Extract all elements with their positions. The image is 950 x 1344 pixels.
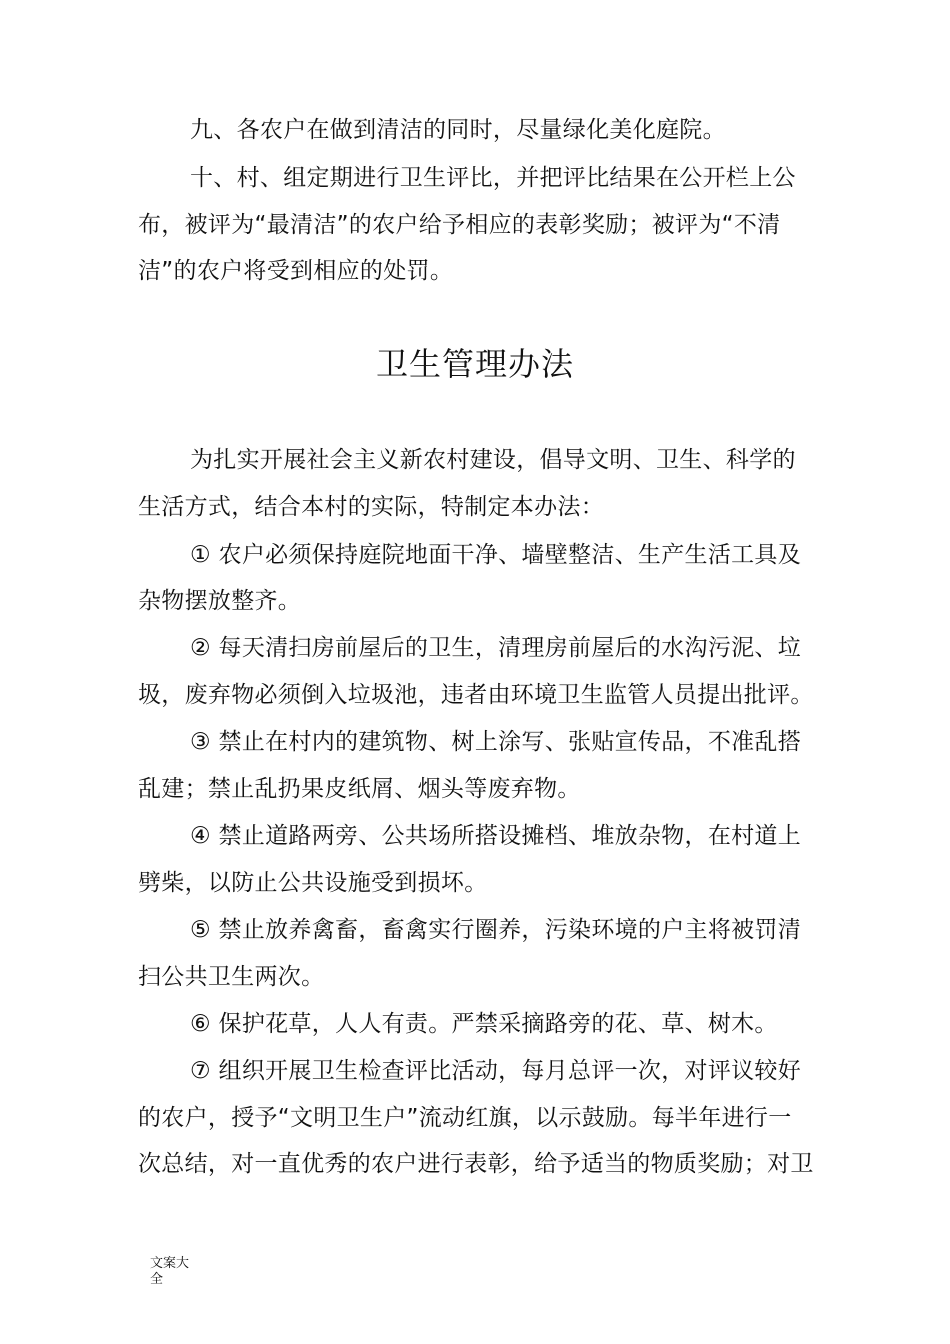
rule-4-line-1: ④ 禁止道路两旁、公共场所搭设摊档、堆放杂物，在村道上	[190, 823, 802, 849]
rule-1-line-1: ① 农户必须保持庭院地面干净、墙壁整洁、生产生活工具及	[190, 542, 802, 568]
rule-6-line-1: ⑥ 保护花草，人人有责。严禁采摘路旁的花、草、树木。	[190, 1011, 778, 1037]
rule-1-line-2: 杂物摆放整齐。	[138, 588, 302, 614]
rule-2-line-1: ② 每天清扫房前屋后的卫生，清理房前屋后的水沟污泥、垃	[190, 635, 802, 661]
rule-4-line-2: 劈柴，以防止公共设施受到损坏。	[138, 870, 488, 896]
item-10-line-2: 布，被评为“最清洁”的农户给予相应的表彰奖励；被评为“不清	[138, 212, 781, 238]
rule-5-line-1: ⑤ 禁止放养禽畜，畜禽实行圈养，污染环境的户主将被罚清	[190, 917, 802, 943]
rule-7-line-3: 次总结，对一直优秀的农户进行表彰，给予适当的物质奖励；对卫	[138, 1151, 814, 1177]
rule-7-line-1: ⑦ 组织开展卫生检查评比活动，每月总评一次，对评议较好	[190, 1058, 802, 1084]
item-10-line-1: 十、村、组定期进行卫生评比，并把评比结果在公开栏上公	[190, 165, 796, 191]
intro-line-1: 为扎实开展社会主义新农村建设，倡导文明、卫生、科学的	[190, 447, 796, 473]
rule-3-line-2: 乱建；禁止乱扔果皮纸屑、烟头等废弃物。	[138, 776, 581, 802]
rule-3-line-1: ③ 禁止在村内的建筑物、树上涂写、张贴宣传品，不准乱搭	[190, 729, 802, 755]
footer-label: 文案大全	[150, 1256, 190, 1287]
rule-2-line-2: 圾，废弃物必须倒入垃圾池，违者由环境卫生监管人员提出批评。	[138, 682, 814, 708]
document-title: 卫生管理办法	[375, 345, 574, 383]
item-9-line: 九、各农户在做到清洁的同时，尽量绿化美化庭院。	[190, 117, 726, 143]
rule-5-line-2: 扫公共卫生两次。	[138, 964, 325, 990]
intro-line-2: 生活方式，结合本村的实际，特制定本办法：	[138, 494, 604, 520]
item-10-line-3: 洁”的农户将受到相应的处罚。	[138, 258, 454, 284]
rule-7-line-2: 的农户，授予“文明卫生户”流动红旗，以示鼓励。每半年进行一	[138, 1105, 792, 1131]
